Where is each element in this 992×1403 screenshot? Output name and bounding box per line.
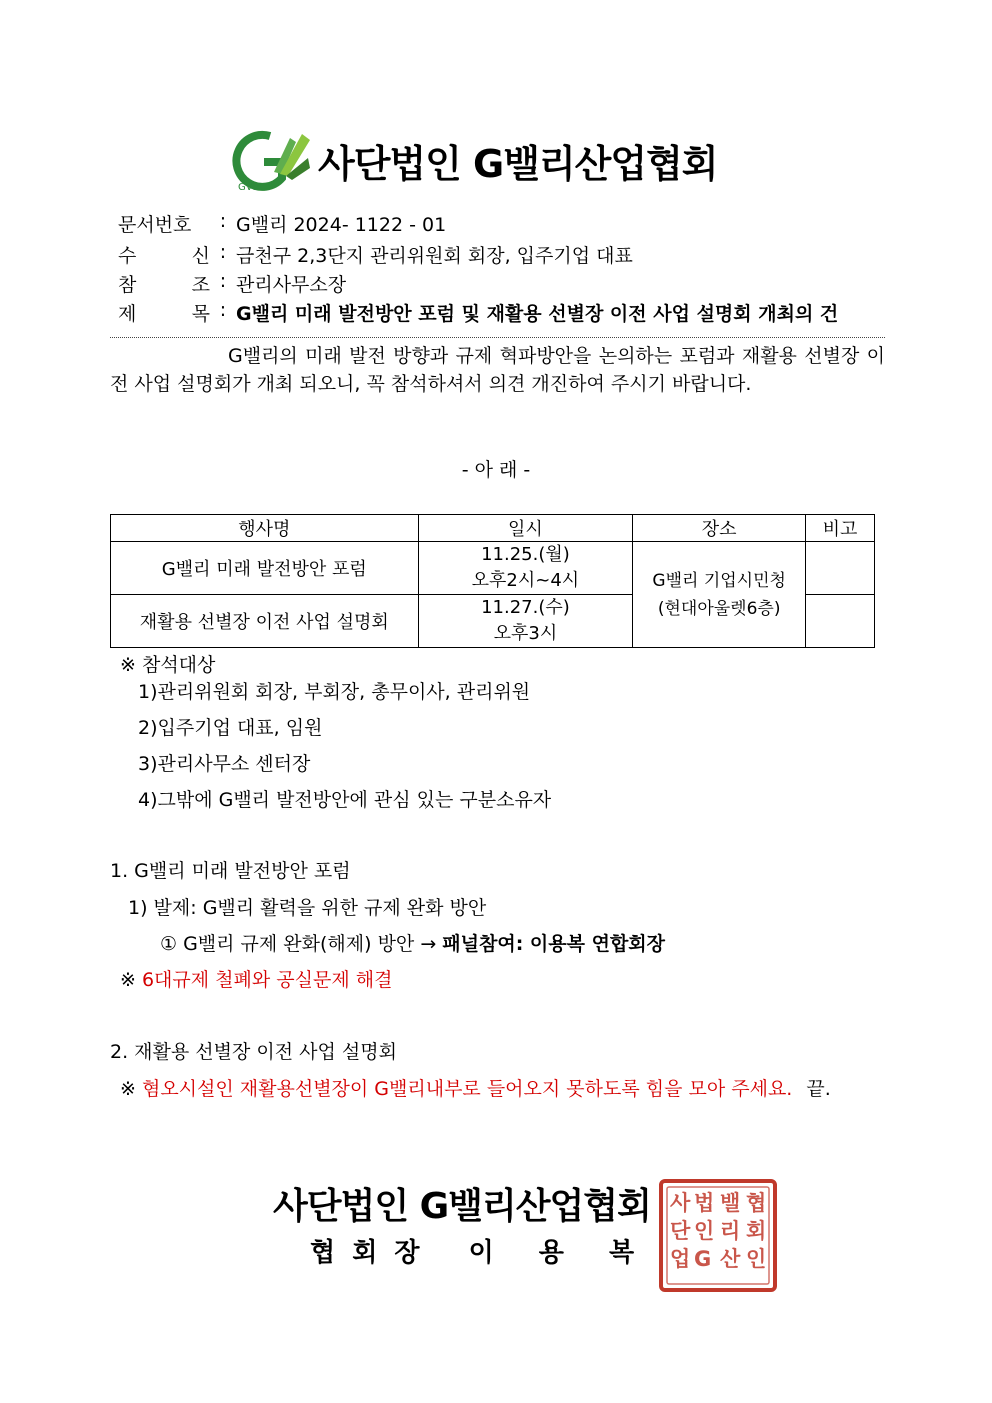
seal-char: 인	[694, 1219, 715, 1243]
seal-char: 회	[746, 1219, 767, 1243]
event-datetime	[418, 542, 633, 595]
note-mark: ※	[120, 969, 136, 991]
notice-heading: - 아 래 -	[461, 459, 531, 481]
colon: :	[219, 270, 227, 292]
reference-label-a: 참	[118, 274, 137, 296]
attendee-item: 2)입주기업 대표, 임원	[138, 717, 323, 739]
place-line2: (현대아울렛6층)	[657, 598, 781, 619]
event-time: 오후3시	[493, 623, 558, 644]
signature-org: 사단법인 G밸리산업협회	[273, 1186, 651, 1227]
event-name: G밸리 미래 발전방안 포럼	[111, 542, 419, 595]
reference-row	[118, 270, 346, 297]
reference-value: 관리사무소장	[236, 274, 347, 296]
attendees-heading: ※ 참석대상	[120, 654, 216, 676]
subject-label-a: 제	[118, 303, 137, 325]
colon: :	[219, 210, 227, 232]
doc-number-label: 문서번호	[118, 214, 192, 236]
place-line1: G밸리 기업시민청	[652, 570, 786, 591]
seal-char: G	[694, 1247, 712, 1271]
section1-item-prefix: ① G밸리 규제 완화(해제) 방안 →	[160, 933, 443, 955]
doc-number-value: G밸리 2024- 1122 - 01	[236, 214, 447, 236]
org-name: 사단법인 G밸리산업협회	[318, 141, 718, 186]
divider	[110, 337, 885, 338]
section1-note	[120, 965, 392, 992]
subject-row	[118, 299, 838, 326]
table-row	[111, 542, 875, 595]
table-header: 일시	[418, 515, 633, 542]
seal-char: 산	[720, 1247, 741, 1271]
section1-title: 1. G밸리 미래 발전방안 포럼	[110, 860, 351, 882]
recipient-value: 금천구 2,3단지 관리위원회 회장, 입주기업 대표	[236, 245, 633, 267]
table-header: 비고	[806, 515, 875, 542]
event-table	[110, 514, 875, 648]
recipient-label-a: 수	[118, 245, 137, 267]
table-header: 장소	[633, 515, 806, 542]
letterhead	[230, 128, 770, 192]
colon: :	[219, 241, 227, 263]
subject-label-b: 목	[191, 303, 210, 325]
event-datetime	[418, 595, 633, 648]
seal-char: 법	[694, 1191, 715, 1215]
doc-number-row	[118, 210, 446, 237]
event-name: 재활용 선별장 이전 사업 설명회	[111, 595, 419, 648]
table-header: 행사명	[111, 515, 419, 542]
body-text: G밸리의 미래 발전 방향과 규제 혁파방안을 논의하는 포럼과 재활용 선별장 이전 사업 설명회가 개최 되오니, 꼭 참석하셔서 의견 개진하여 주시기 바랍니다.	[110, 345, 885, 395]
seal-char: 리	[720, 1219, 741, 1243]
attendee-item: 4)그밖에 G밸리 발전방안에 관심 있는 구분소유자	[138, 789, 552, 811]
event-time: 오후2시~4시	[471, 570, 580, 591]
official-seal-icon	[658, 1178, 778, 1293]
colon: :	[219, 299, 227, 321]
seal-char: 인	[746, 1247, 767, 1271]
attendee-item: 1)관리위원회 회장, 부회장, 총무이사, 관리위원	[138, 681, 531, 703]
seal-char: 사	[670, 1191, 691, 1215]
event-place	[633, 542, 806, 648]
gvia-logo-icon	[230, 128, 312, 192]
section2-note	[120, 1074, 831, 1101]
section2-note-text: 혐오시설인 재활용선별장이 G밸리내부로 들어오지 못하도록 힘을 모아 주세요.	[141, 1078, 793, 1100]
section1-item	[160, 929, 665, 956]
section2-title: 2. 재활용 선별장 이전 사업 설명회	[110, 1041, 397, 1063]
event-remark	[806, 542, 875, 595]
event-date: 11.25.(월)	[481, 544, 570, 565]
recipient-row	[118, 241, 633, 268]
seal-char: 밸	[720, 1191, 741, 1215]
attendee-item: 3)관리사무소 센터장	[138, 753, 311, 775]
seal-char: 단	[670, 1219, 691, 1243]
note-mark: ※	[120, 1078, 136, 1100]
subject-value: G밸리 미래 발전방안 포럼 및 재활용 선별장 이전 사업 설명회 개최의 건	[236, 303, 839, 325]
end-mark: 끝.	[806, 1078, 831, 1100]
section1-topic: 1) 발제: G밸리 활력을 위한 규제 완화 방안	[128, 897, 487, 919]
seal-char: 협	[746, 1191, 767, 1215]
reference-label-b: 조	[191, 274, 210, 296]
seal-char: 업	[670, 1247, 691, 1271]
recipient-label-b: 신	[191, 245, 210, 267]
section1-note-text: 6대규제 철폐와 공실문제 해결	[141, 969, 393, 991]
table-header-row	[111, 515, 875, 542]
event-date: 11.27.(수)	[481, 597, 570, 618]
event-remark	[806, 595, 875, 648]
panel-info: 패널참여: 이용복 연합회장	[442, 933, 666, 955]
signature-name: 협 회 장 이 용 복	[310, 1238, 635, 1268]
logo-text: GVIA	[238, 182, 263, 192]
body-paragraph	[110, 342, 885, 398]
